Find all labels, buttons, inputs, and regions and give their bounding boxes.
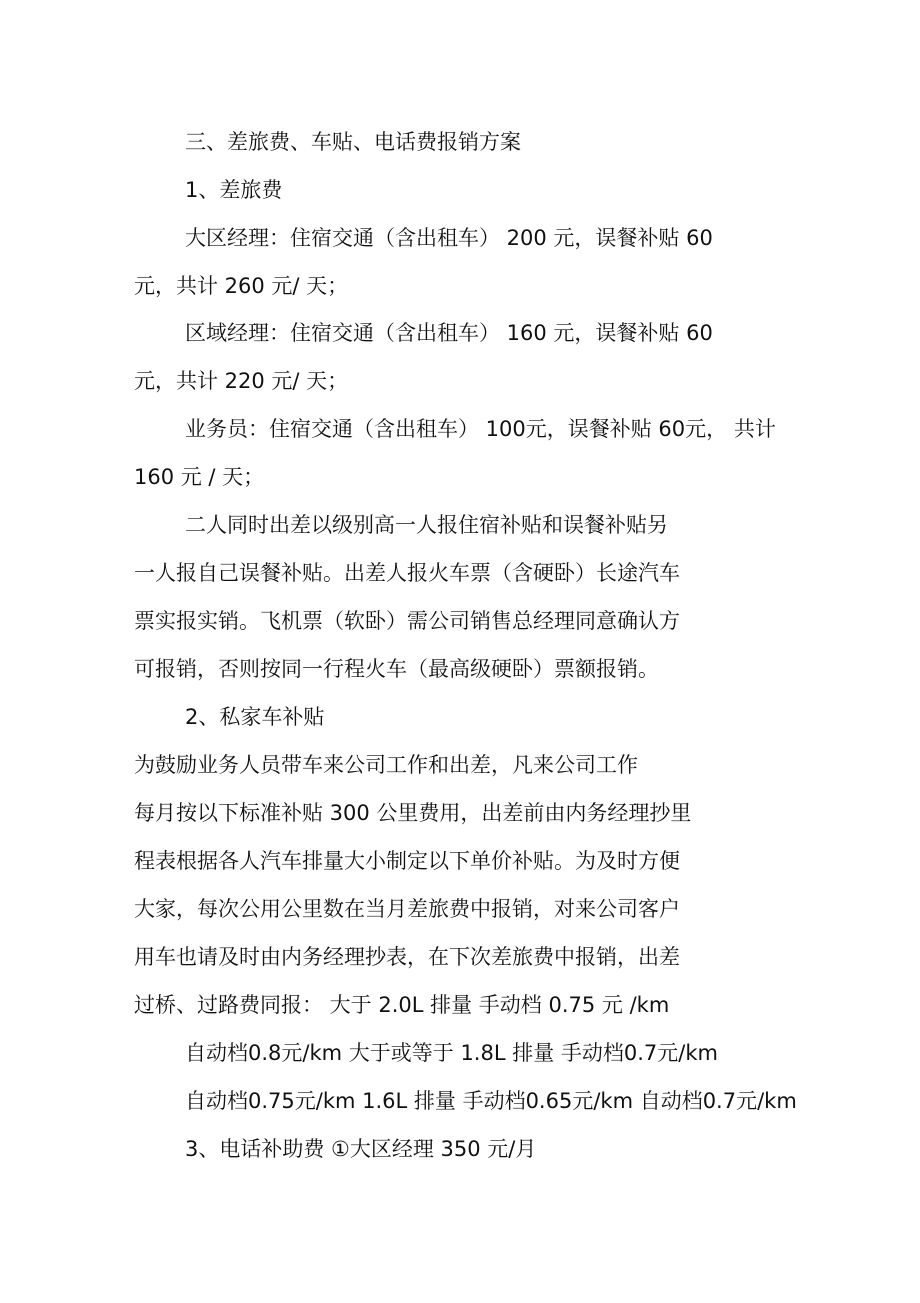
paragraph-line: 自动档0.8元/km 大于或等于 1.8L 排量 手动档0.7元/km [185,1041,718,1065]
paragraph-line: 一人报自己误餐补贴。出差人报火车票（含硬卧）长途汽车 [134,561,680,585]
paragraph-line: 每月按以下标准补贴 300 公里费用，出差前由内务经理抄里 [134,801,692,825]
paragraph-line: 可报销，否则按同一行程火车（最高级硬卧）票额报销。 [134,657,659,681]
subsection-heading-car: 2、私家车补贴 [185,705,325,729]
paragraph-line: 用车也请及时由内务经理抄表，在下次差旅费中报销，出差 [134,945,680,969]
paragraph-line: 业务员：住宿交通（含出租车） 100元，误餐补贴 60元， 共计 [185,417,776,441]
paragraph-line: 票实报实销。飞机票（软卧）需公司销售总经理同意确认方 [134,609,680,633]
paragraph-line: 元，共计 220 元/ 天； [134,369,349,393]
subsection-heading-phone: 3、电话补助费 ①大区经理 350 元/月 [185,1137,537,1161]
paragraph-line: 区域经理：住宿交通（含出租车） 160 元，误餐补贴 60 [185,321,713,345]
paragraph-line: 160 元 / 天； [134,465,265,489]
paragraph-line: 大区经理：住宿交通（含出租车） 200 元，误餐补贴 60 [185,226,713,250]
section-heading: 三、差旅费、车贴、电话费报销方案 [185,130,521,154]
paragraph-line: 大家，每次公用公里数在当月差旅费中报销，对来公司客户 [134,897,680,921]
paragraph-line: 自动档0.75元/km 1.6L 排量 手动档0.65元/km 自动档0.7元/km [185,1089,797,1113]
paragraph-line: 为鼓励业务人员带车来公司工作和出差，凡来公司工作 [134,753,638,777]
paragraph-line: 程表根据各人汽车排量大小制定以下单价补贴。为及时方便 [134,849,680,873]
subsection-heading-travel: 1、差旅费 [185,178,283,202]
paragraph-line: 二人同时出差以级别高一人报住宿补贴和误餐补贴另 [185,513,668,537]
paragraph-line: 过桥、过路费同报： 大于 2.0L 排量 手动档 0.75 元 /km [134,993,670,1017]
paragraph-line: 元，共计 260 元/ 天； [134,274,349,298]
